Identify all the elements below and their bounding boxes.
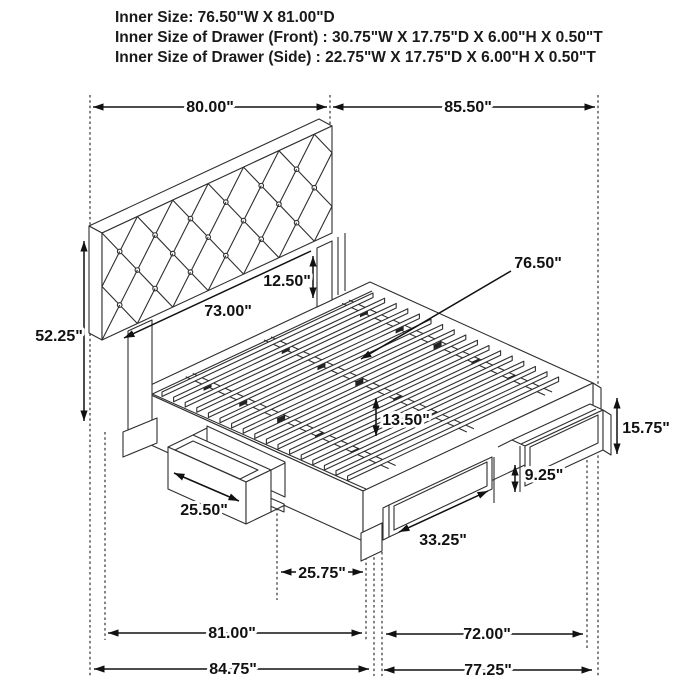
dim-label-73: 73.00" — [204, 303, 252, 320]
dim-label-77-25: 77.25" — [464, 662, 512, 679]
headboard-right-leg — [317, 241, 332, 307]
dimension-overall-length — [94, 661, 369, 678]
dim-label-12-50: 12.50" — [263, 273, 311, 290]
dim-label-84-75: 84.75" — [209, 661, 257, 678]
dimension-headboard-width — [93, 99, 327, 116]
dim-label-25-50: 25.50" — [180, 502, 228, 519]
dimension-drawer-face-height — [515, 465, 563, 492]
dim-label-9-25: 9.25" — [524, 467, 564, 484]
dim-label-33-25: 33.25" — [419, 532, 467, 549]
dimension-overall-length-top — [333, 99, 595, 116]
dim-label-81: 81.00" — [208, 625, 256, 642]
dimension-frame-inner-width — [386, 626, 583, 643]
dim-label-72: 72.00" — [463, 626, 511, 643]
drawer-side-size-text: Inner Size of Drawer (Side) : 22.75"W X 17.75"D X 6.00"H X 0.50"T — [115, 49, 596, 66]
dim-label-13-50: 13.50" — [382, 412, 430, 429]
dimension-overall-width — [384, 662, 592, 679]
headboard-left-leg — [128, 320, 152, 435]
drawer-front-size-text: Inner Size of Drawer (Front) : 30.75"W X 17.75"D X 6.00"H X 0.50"T — [115, 29, 603, 46]
inner-size-text: Inner Size: 76.50"W X 81.00"D — [115, 9, 335, 26]
dimension-leg-inset — [281, 565, 363, 582]
dimension-side-rail-height — [617, 398, 670, 454]
dim-label-15-75: 15.75" — [622, 420, 670, 437]
dim-label-76-50: 76.50" — [514, 255, 562, 272]
dimension-frame-inner-length — [108, 625, 362, 642]
dim-label-85-50: 85.50" — [444, 99, 492, 116]
bed-drawing — [89, 119, 611, 561]
dim-label-80: 80.00" — [186, 99, 234, 116]
dim-label-52-25: 52.25" — [35, 328, 83, 345]
dimension-headboard-height — [35, 241, 84, 421]
dim-label-25-75: 25.75" — [298, 565, 346, 582]
platform — [140, 282, 601, 561]
